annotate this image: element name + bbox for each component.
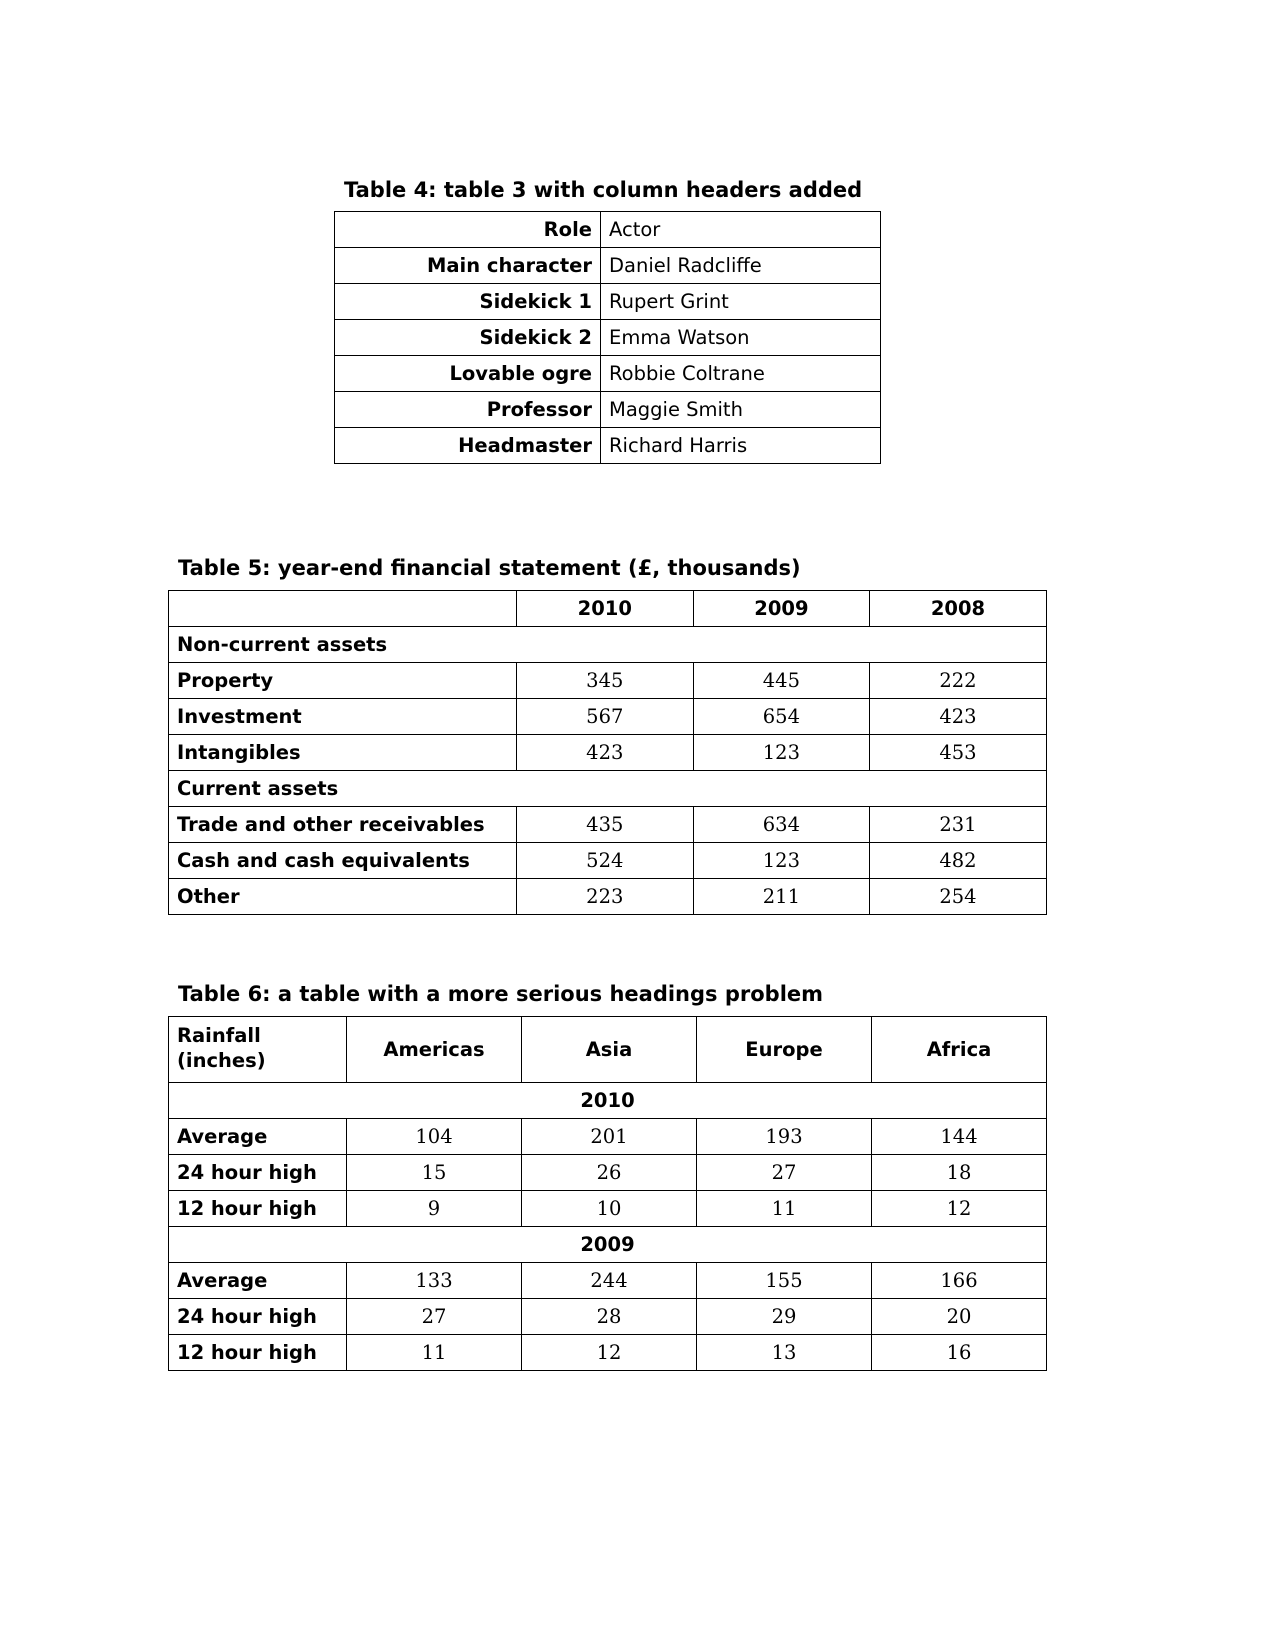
table-4-actor-main-character: Daniel Radcliffe xyxy=(601,248,881,284)
table-row xyxy=(169,879,1047,915)
table-4-actor-sidekick-2: Emma Watson xyxy=(601,320,881,356)
table-4 xyxy=(334,211,881,464)
table-6-2010-24h-asia: 26 xyxy=(522,1155,697,1191)
table-6-2009-average-asia: 244 xyxy=(522,1263,697,1299)
table-row xyxy=(169,1119,1047,1155)
table-row-group-header xyxy=(169,627,1047,663)
table-5-block xyxy=(168,556,1046,915)
table-4-role-headmaster: Headmaster xyxy=(335,428,601,464)
table-row xyxy=(335,356,881,392)
table-row xyxy=(335,428,881,464)
table-5-caption: Table 5: year-end financial statement (£, thousands) xyxy=(178,556,801,580)
table-5-label-cash-and-cash-equivalents: Cash and cash equivalents xyxy=(169,843,517,879)
table-5-property-2008: 222 xyxy=(870,663,1047,699)
table-5-trade-receivables-2008: 231 xyxy=(870,807,1047,843)
table-row xyxy=(169,1299,1047,1335)
table-5-cash-2008: 482 xyxy=(870,843,1047,879)
table-6-2010-label-12-hour-high: 12 hour high xyxy=(169,1191,347,1227)
table-6-2009-24h-americas: 27 xyxy=(347,1299,522,1335)
table-6-2009-average-europe: 155 xyxy=(697,1263,872,1299)
table-6-2009-average-americas: 133 xyxy=(347,1263,522,1299)
table-6-caption: Table 6: a table with a more serious headings problem xyxy=(178,982,824,1006)
table-6-2010-average-africa: 144 xyxy=(872,1119,1047,1155)
table-5 xyxy=(168,590,1047,915)
table-6-2009-average-africa: 166 xyxy=(872,1263,1047,1299)
table-6-2009-12h-americas: 11 xyxy=(347,1335,522,1371)
table-4-role-main-character: Main character xyxy=(335,248,601,284)
table-row-group-header xyxy=(169,771,1047,807)
table-6-group-2009: 2009 xyxy=(169,1227,1047,1263)
table-4-header-actor: Actor xyxy=(601,212,881,248)
table-row xyxy=(169,1191,1047,1227)
table-5-investment-2008: 423 xyxy=(870,699,1047,735)
table-5-other-2008: 254 xyxy=(870,879,1047,915)
table-5-group-current-assets: Current assets xyxy=(169,771,1047,807)
table-row xyxy=(169,591,1047,627)
table-5-header-2009: 2009 xyxy=(693,591,870,627)
table-6-2010-average-americas: 104 xyxy=(347,1119,522,1155)
table-6-2009-12h-europe: 13 xyxy=(697,1335,872,1371)
table-6-2010-label-average: Average xyxy=(169,1119,347,1155)
table-6-2010-average-europe: 193 xyxy=(697,1119,872,1155)
table-6-2010-label-24-hour-high: 24 hour high xyxy=(169,1155,347,1191)
table-5-property-2009: 445 xyxy=(693,663,870,699)
table-5-header-blank xyxy=(169,591,517,627)
table-6-2010-24h-africa: 18 xyxy=(872,1155,1047,1191)
table-4-actor-headmaster: Richard Harris xyxy=(601,428,881,464)
table-6-header-americas: Americas xyxy=(347,1017,522,1083)
table-5-label-other: Other xyxy=(169,879,517,915)
table-row xyxy=(335,284,881,320)
table-5-investment-2010: 567 xyxy=(517,699,694,735)
table-6-header-rainfall-line1: Rainfall xyxy=(177,1024,261,1048)
table-6 xyxy=(168,1016,1047,1371)
table-row xyxy=(169,843,1047,879)
table-row xyxy=(169,735,1047,771)
table-5-header-2008: 2008 xyxy=(870,591,1047,627)
table-row-group-header xyxy=(169,1227,1047,1263)
table-5-property-2010: 345 xyxy=(517,663,694,699)
table-row xyxy=(169,1263,1047,1299)
table-4-role-sidekick-1: Sidekick 1 xyxy=(335,284,601,320)
table-6-2010-24h-europe: 27 xyxy=(697,1155,872,1191)
table-4-caption: Table 4: table 3 with column headers added xyxy=(344,178,863,202)
table-6-2010-12h-americas: 9 xyxy=(347,1191,522,1227)
table-row xyxy=(169,699,1047,735)
table-6-2010-average-asia: 201 xyxy=(522,1119,697,1155)
table-6-2010-24h-americas: 15 xyxy=(347,1155,522,1191)
table-6-header-asia: Asia xyxy=(522,1017,697,1083)
table-5-label-intangibles: Intangibles xyxy=(169,735,517,771)
table-4-block xyxy=(334,178,880,464)
table-5-intangibles-2009: 123 xyxy=(693,735,870,771)
table-5-cash-2010: 524 xyxy=(517,843,694,879)
table-6-2009-24h-africa: 20 xyxy=(872,1299,1047,1335)
table-5-group-non-current-assets: Non-current assets xyxy=(169,627,1047,663)
table-4-role-sidekick-2: Sidekick 2 xyxy=(335,320,601,356)
table-5-label-property: Property xyxy=(169,663,517,699)
table-6-2009-12h-asia: 12 xyxy=(522,1335,697,1371)
table-4-actor-lovable-ogre: Robbie Coltrane xyxy=(601,356,881,392)
table-row xyxy=(169,1335,1047,1371)
table-6-header-africa: Africa xyxy=(872,1017,1047,1083)
table-5-intangibles-2010: 423 xyxy=(517,735,694,771)
table-6-header-europe: Europe xyxy=(697,1017,872,1083)
table-4-header-role: Role xyxy=(335,212,601,248)
table-5-trade-receivables-2010: 435 xyxy=(517,807,694,843)
table-5-intangibles-2008: 453 xyxy=(870,735,1047,771)
table-row xyxy=(335,392,881,428)
table-5-label-investment: Investment xyxy=(169,699,517,735)
table-4-role-professor: Professor xyxy=(335,392,601,428)
table-6-2009-24h-asia: 28 xyxy=(522,1299,697,1335)
table-6-block xyxy=(168,982,1046,1371)
table-row xyxy=(169,1017,1047,1083)
table-row xyxy=(169,807,1047,843)
table-6-2010-12h-europe: 11 xyxy=(697,1191,872,1227)
table-5-label-trade-and-other-receivables: Trade and other receivables xyxy=(169,807,517,843)
table-6-header-rainfall xyxy=(169,1017,347,1083)
table-6-2009-label-12-hour-high: 12 hour high xyxy=(169,1335,347,1371)
table-4-role-lovable-ogre: Lovable ogre xyxy=(335,356,601,392)
table-5-investment-2009: 654 xyxy=(693,699,870,735)
table-6-header-rainfall-line2: (inches) xyxy=(177,1048,266,1072)
table-4-actor-professor: Maggie Smith xyxy=(601,392,881,428)
table-5-other-2009: 211 xyxy=(693,879,870,915)
table-6-2009-12h-africa: 16 xyxy=(872,1335,1047,1371)
table-6-2010-12h-asia: 10 xyxy=(522,1191,697,1227)
table-row xyxy=(335,320,881,356)
table-5-header-2010: 2010 xyxy=(517,591,694,627)
table-row xyxy=(169,1155,1047,1191)
table-6-2010-12h-africa: 12 xyxy=(872,1191,1047,1227)
table-4-actor-sidekick-1: Rupert Grint xyxy=(601,284,881,320)
table-5-cash-2009: 123 xyxy=(693,843,870,879)
table-6-2009-24h-europe: 29 xyxy=(697,1299,872,1335)
table-5-other-2010: 223 xyxy=(517,879,694,915)
table-row xyxy=(335,248,881,284)
table-6-2009-label-average: Average xyxy=(169,1263,347,1299)
table-6-2009-label-24-hour-high: 24 hour high xyxy=(169,1299,347,1335)
table-6-group-2010: 2010 xyxy=(169,1083,1047,1119)
table-row-group-header xyxy=(169,1083,1047,1119)
table-row xyxy=(335,212,881,248)
table-5-trade-receivables-2009: 634 xyxy=(693,807,870,843)
table-row xyxy=(169,663,1047,699)
